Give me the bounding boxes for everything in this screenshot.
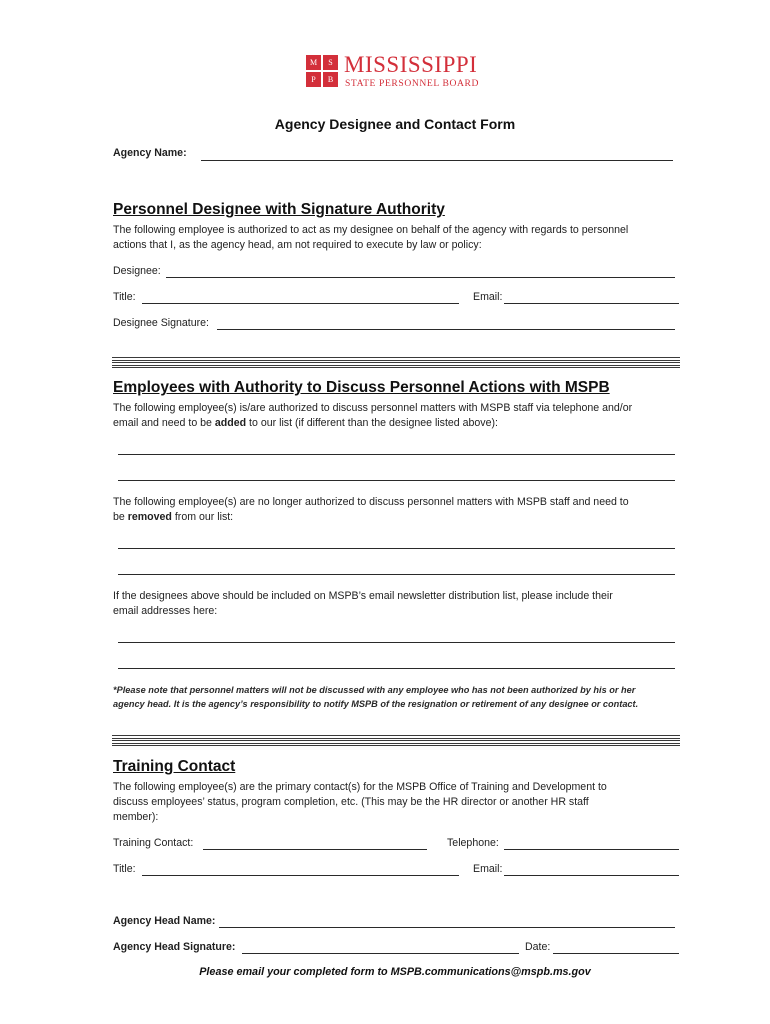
newsletter-1: If the designees above should be included on MSPB’s email newsletter distribution list, please include their <box>113 590 613 602</box>
authority-note-2: agency head. It is the agency’s responsibility to notify MSPB of the resignation or retirement of any designee or contact. <box>113 699 639 709</box>
training-contact-label: Training Contact: <box>113 837 194 849</box>
authority-added-1: The following employee(s) is/are authorized to discuss personnel matters with MSPB staff via telephone and/or <box>113 402 633 414</box>
training-email-label: Email: <box>473 863 503 875</box>
designee-title-label: Title: <box>113 291 136 303</box>
removed-employee-field-1[interactable] <box>118 548 675 549</box>
training-telephone-label: Telephone: <box>447 837 499 849</box>
authority-added-2-pre: email and need to be <box>113 417 215 429</box>
authority-heading: Employees with Authority to Discuss Personnel Actions with MSPB <box>113 379 610 396</box>
authority-removed-2-pre: be <box>113 511 128 523</box>
added-employee-field-2[interactable] <box>118 480 675 481</box>
training-title-field[interactable] <box>142 875 459 876</box>
designee-signature-label: Designee Signature: <box>113 317 209 329</box>
added-word: added <box>214 417 247 429</box>
logo-letter-b: B <box>323 72 338 87</box>
authority-removed-2-post: from our list: <box>171 511 234 523</box>
newsletter-email-field-1[interactable] <box>118 642 675 643</box>
logo-subtitle: STATE PERSONNEL BOARD <box>345 78 480 89</box>
section-separator <box>112 357 680 370</box>
removed-employee-field-2[interactable] <box>118 574 675 575</box>
training-contact-field[interactable] <box>203 849 427 850</box>
authority-added-2-post: to our list (if different than the designee listed above): <box>246 417 498 429</box>
designee-heading: Personnel Designee with Signature Authority <box>113 201 445 218</box>
agency-head-name-field[interactable] <box>219 927 675 928</box>
agency-head-name-label: Agency Head Name: <box>113 915 216 927</box>
designee-email-field[interactable] <box>504 303 679 304</box>
designee-title-field[interactable] <box>142 303 459 304</box>
agency-head-signature-field[interactable] <box>242 953 519 954</box>
form-title: Agency Designee and Contact Form <box>274 116 516 132</box>
authority-removed-1: The following employee(s) are no longer authorized to discuss personnel matters with MSPB staff and need to <box>113 496 629 508</box>
logo-name: MISSISSIPPI <box>344 52 478 77</box>
designee-desc-1: The following employee is authorized to act as my designee on behalf of the agency with regards to personnel <box>113 224 629 236</box>
training-heading: Training Contact <box>113 758 236 775</box>
date-field[interactable] <box>553 953 679 954</box>
training-title-label: Title: <box>113 863 136 875</box>
authority-note-1: *Please note that personnel matters will not be discussed with any employee who has not been authorized by his or her <box>113 685 636 695</box>
removed-word: removed <box>127 511 172 523</box>
added-employee-field-1[interactable] <box>118 454 675 455</box>
agency-head-signature-label: Agency Head Signature: <box>113 941 236 953</box>
section-separator-2 <box>112 735 680 748</box>
agency-name-field[interactable] <box>201 160 673 161</box>
logo <box>306 52 496 91</box>
designee-signature-field[interactable] <box>217 329 675 330</box>
designee-field[interactable] <box>166 277 675 278</box>
designee-label: Designee: <box>113 265 161 277</box>
newsletter-email-field-2[interactable] <box>118 668 675 669</box>
agency-name-label: Agency Name: <box>113 147 187 159</box>
training-desc-1: The following employee(s) are the primary contact(s) for the MSPB Office of Training and Development to <box>113 781 607 793</box>
training-telephone-field[interactable] <box>504 849 679 850</box>
designee-desc-2: actions that I, as the agency head, am not required to execute by law or policy: <box>113 239 482 251</box>
footer-instruction: Please email your completed form to MSPB.communications@mspb.ms.gov <box>199 966 591 978</box>
authority-added-2 <box>113 416 498 431</box>
authority-removed-2 <box>113 510 233 525</box>
logo-letter-m: M <box>306 55 321 70</box>
logo-letter-p: P <box>306 72 321 87</box>
training-desc-2: discuss employees’ status, program completion, etc. (This may be the HR director or another HR staff <box>113 796 589 808</box>
date-label: Date: <box>525 941 551 953</box>
newsletter-2: email addresses here: <box>113 605 218 617</box>
designee-email-label: Email: <box>473 291 503 303</box>
training-email-field[interactable] <box>504 875 679 876</box>
training-desc-3: member): <box>113 811 159 823</box>
logo-letter-s: S <box>323 55 338 70</box>
